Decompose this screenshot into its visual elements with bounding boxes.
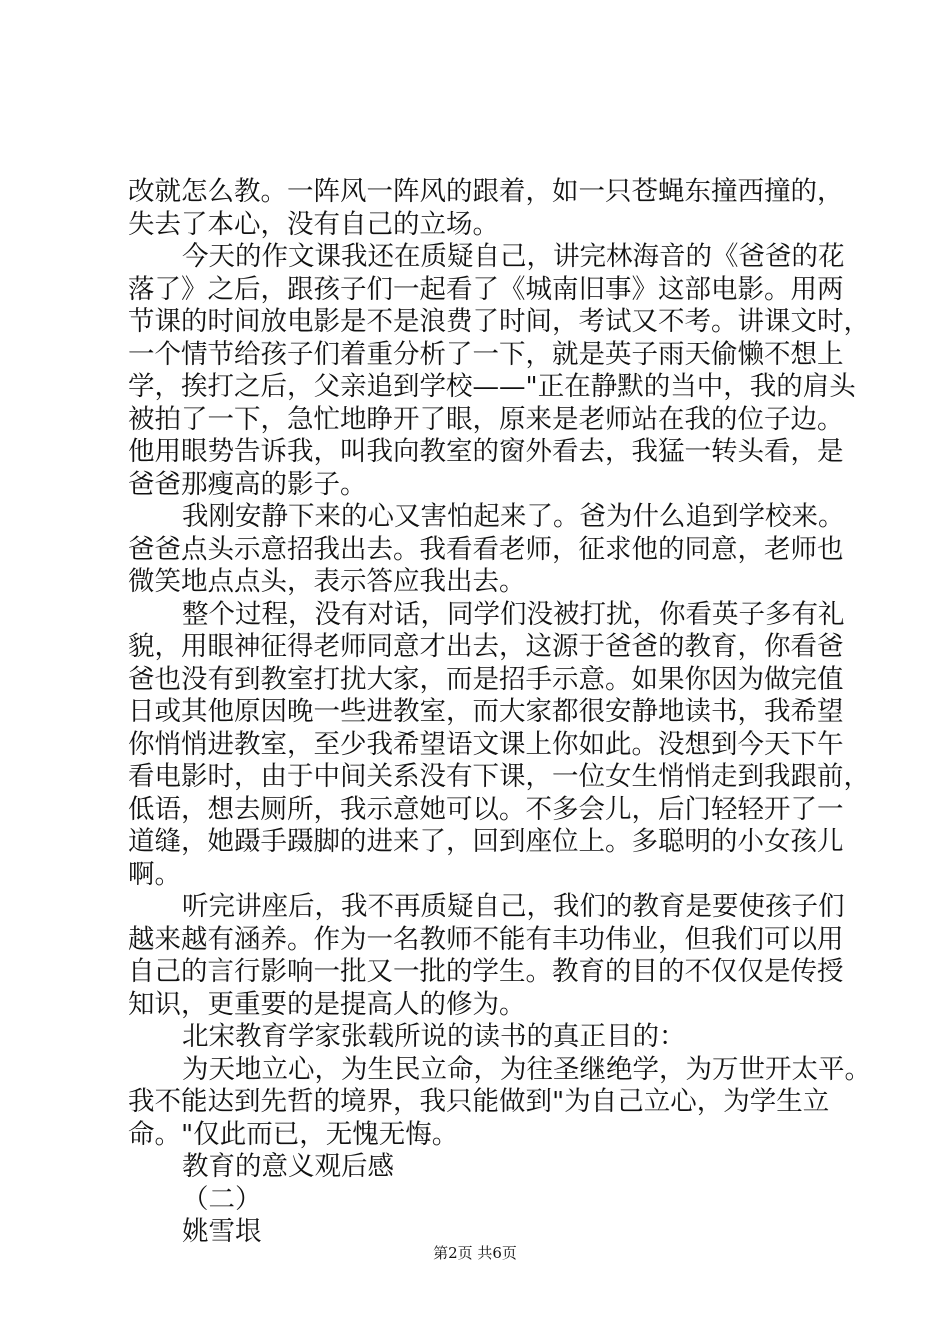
text-line: 改就怎么教。一阵风一阵风的跟着，如一只苍蝇东撞西撞的， — [128, 176, 844, 207]
text-line: 啊。 — [128, 858, 181, 890]
text-line: 爸爸那瘦高的影子。 — [128, 468, 367, 500]
text-line: 学，挨打之后，父亲追到学校——"正在静默的当中，我的肩头 — [128, 371, 856, 402]
text-line: 自己的言行影响一批又一批的学生。教育的目的不仅仅是传授 — [128, 956, 844, 987]
text-line: 低语，想去厕所，我示意她可以。不多会儿，后门轻轻开了一 — [128, 793, 844, 825]
text-line: 道缝，她蹑手蹑脚的进来了，回到座位上。多聪明的小女孩儿 — [128, 826, 844, 857]
text-line: 越来越有涵养。作为一名教师不能有丰功伟业，但我们可以用 — [128, 923, 844, 955]
text-line: 为天地立心，为生民立命，为往圣继绝学，为万世开太平。 — [182, 1053, 871, 1085]
text-line: 落了》之后，跟孩子们一起看了《城南旧事》这部电影。用两 — [128, 273, 844, 305]
text-line: 整个过程，没有对话，同学们没被打扰，你看英子多有礼 — [182, 598, 845, 630]
text-line: 命。"仅此而已，无愧无悔。 — [128, 1118, 459, 1150]
page-footer: 第2页 共6页 — [433, 1244, 517, 1262]
text-line: 被拍了一下，急忙地睁开了眼，原来是老师站在我的位子边。 — [128, 403, 844, 435]
text-line: 教育的意义观后感 — [182, 1151, 394, 1182]
text-line: 失去了本心，没有自己的立场。 — [128, 208, 499, 240]
text-line: 听完讲座后，我不再质疑自己，我们的教育是要使孩子们 — [182, 891, 845, 922]
text-line: 他用眼势告诉我，叫我向教室的窗外看去，我猛一转头看，是 — [128, 436, 844, 467]
text-line: 节课的时间放电影是不是浪费了时间，考试又不考。讲课文时， — [128, 306, 870, 337]
document-body — [128, 176, 871, 1249]
text-line: 知识，更重要的是提高人的修为。 — [128, 988, 526, 1020]
text-line: 微笑地点点头，表示答应我出去。 — [128, 566, 526, 597]
text-line: 我不能达到先哲的境界，我只能做到"为自己立心，为学生立 — [128, 1086, 830, 1117]
text-line: 看电影时，由于中间关系没有下课，一位女生悄悄走到我跟前， — [128, 761, 870, 792]
text-line: 北宋教育学家张载所说的读书的真正目的： — [182, 1021, 686, 1052]
text-line: 今天的作文课我还在质疑自己，讲完林海音的《爸爸的花 — [182, 241, 845, 272]
text-line: 姚雪垠 — [182, 1216, 262, 1247]
text-line: 日或其他原因晚一些进教室，而大家都很安静地读书，我希望 — [128, 696, 844, 727]
text-line: 爸也没有到教室打扰大家，而是招手示意。如果你因为做完值 — [128, 663, 844, 695]
text-line: 貌，用眼神征得老师同意才出去，这源于爸爸的教育，你看爸 — [128, 631, 844, 662]
text-line: 我刚安静下来的心又害怕起来了。爸为什么追到学校来。 — [182, 501, 845, 532]
text-line: 你悄悄进教室，至少我希望语文课上你如此。没想到今天下午 — [128, 728, 844, 760]
text-line: 一个情节给孩子们着重分析了一下，就是英子雨天偷懒不想上 — [128, 338, 844, 370]
text-line: 爸爸点头示意招我出去。我看看老师，征求他的同意，老师也 — [128, 533, 844, 565]
text-line: （二） — [182, 1183, 262, 1215]
